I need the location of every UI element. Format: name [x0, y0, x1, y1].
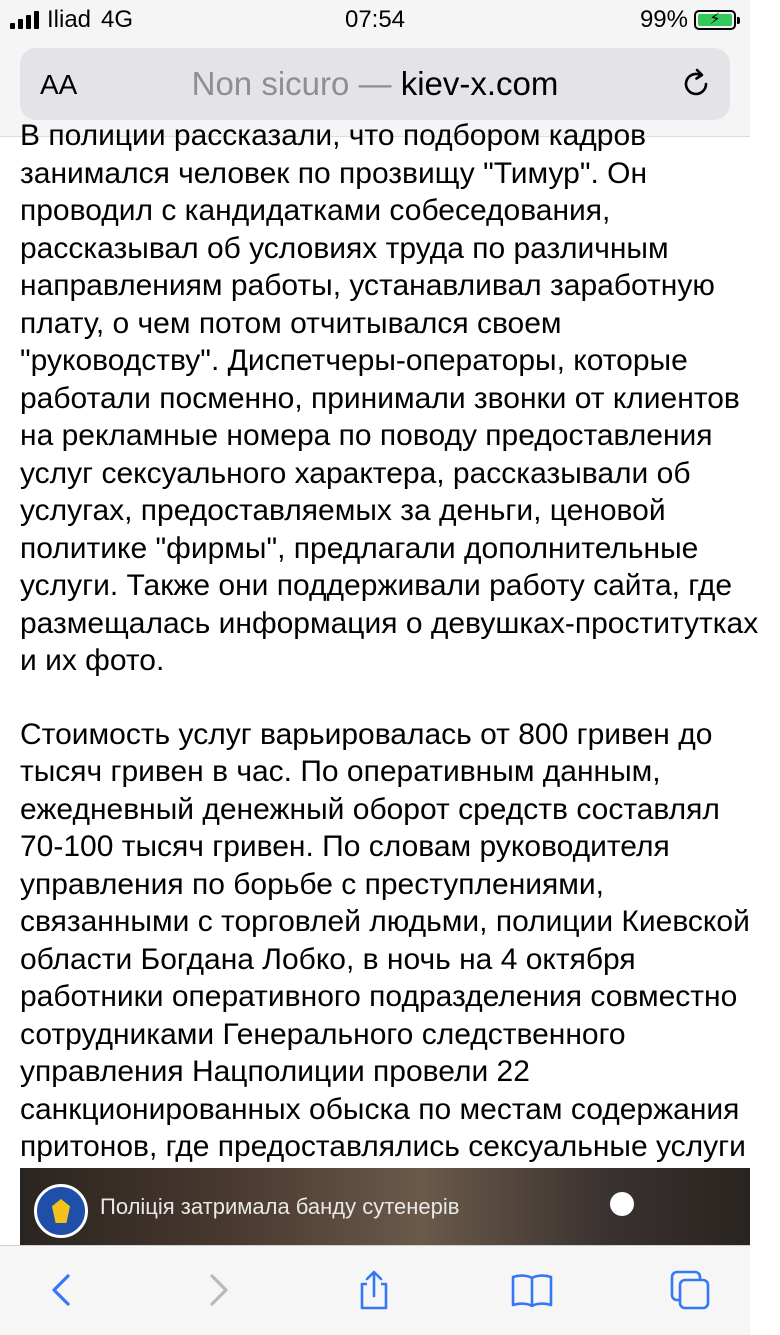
address-bar[interactable]	[20, 48, 730, 120]
paragraph-2-line: сотрудниками Генерального следственного	[20, 1017, 626, 1051]
paragraph-2-line: притонов, где предоставлялись сексуальные услуги	[20, 1130, 746, 1163]
article-paragraph-2	[20, 716, 780, 1166]
share-icon[interactable]	[352, 1268, 396, 1312]
paragraph-2-line: санкционированных обыска по местам содержания	[20, 1092, 740, 1126]
paragraph-1-line: проводил с кандидатками собеседования,	[20, 194, 611, 227]
paragraph-2-line: управления Нацполиции провели 22	[20, 1055, 530, 1088]
tabs-icon[interactable]	[668, 1268, 712, 1312]
paragraph-1-line: услуги. Также они поддерживали работу сайта, где	[20, 569, 733, 602]
network-type: 4G	[101, 6, 134, 33]
status-bar	[0, 0, 750, 40]
battery-icon	[694, 10, 736, 30]
paragraph-1-line: политике "фирмы", предлагали дополнительные	[20, 531, 699, 565]
embed-title: Поліція затримала банду сутенерів	[100, 1194, 460, 1219]
charging-bolt-icon: ⚡	[709, 11, 721, 28]
battery-percent: 99%	[639, 6, 688, 33]
battery-info	[640, 0, 736, 40]
article-paragraph-1	[20, 117, 780, 680]
paragraph-1-line: рассказывал об условиях труда по различным	[20, 231, 669, 265]
paragraph-2-line: ежедневный денежный оборот средств составлял	[20, 792, 720, 826]
bookmarks-icon[interactable]	[510, 1268, 554, 1312]
paragraph-1-line: услугах, предоставляемых за деньги, ценовой	[20, 494, 666, 527]
paragraph-1-line: размещалась информация о девушках-проститутках	[20, 606, 759, 640]
paragraph-1-line: занимался человек по прозвищу "Тимур". Он	[20, 156, 648, 190]
paragraph-2-line: области Богдана Лобко, в ночь на 4 октября	[20, 942, 636, 976]
domain-label: kiev-x.com	[400, 65, 559, 102]
article-content	[0, 119, 759, 1245]
paragraph-2-line: управления по борьбе с преступлениями,	[20, 867, 605, 901]
paragraph-1-line: на рекламные номера по поводу предоставления	[20, 419, 713, 452]
paragraph-2-line: тысяч гривен в час. По оперативным данным,	[20, 755, 661, 788]
paragraph-1-line: работали посменно, принимали звонки от клиентов	[20, 381, 740, 415]
paragraph-2-line: связанными с торговлей людьми, полиции Киевской	[20, 905, 750, 938]
clock: 07:54	[344, 6, 406, 33]
forward-icon[interactable]	[196, 1268, 240, 1312]
security-label: Non sicuro —	[191, 65, 392, 102]
clock-icon	[610, 1192, 634, 1216]
paragraph-2-line: Стоимость услуг варьировалась от 800 гривен до	[20, 717, 713, 751]
paragraph-1-line: "руководству". Диспетчеры-операторы, которые	[20, 344, 688, 377]
back-icon[interactable]	[40, 1268, 84, 1312]
paragraph-1-line: услуг сексуального характера, рассказывали об	[20, 456, 691, 490]
url-field[interactable]	[20, 48, 730, 120]
paragraph-1-line: плату, о чем потом отчитывался своем	[20, 306, 562, 340]
police-logo-icon	[34, 1184, 88, 1238]
battery-nub	[737, 17, 740, 24]
reload-icon[interactable]	[678, 66, 714, 102]
carrier-name: Iliad	[47, 6, 92, 33]
paragraph-1-line: направлениям работы, устанавливал заработную	[20, 269, 715, 302]
bottom-toolbar	[0, 1245, 750, 1335]
paragraph-2-line: 70-100 тысяч гривен. По словам руководителя	[20, 830, 670, 863]
paragraph-1-line: и их фото.	[20, 644, 165, 677]
text-size-label: AA	[40, 69, 78, 100]
paragraph-2-line: работники оперативного подразделения совместно	[20, 980, 738, 1013]
paragraph-1-line: В полиции рассказали, что подбором кадров	[20, 119, 647, 152]
